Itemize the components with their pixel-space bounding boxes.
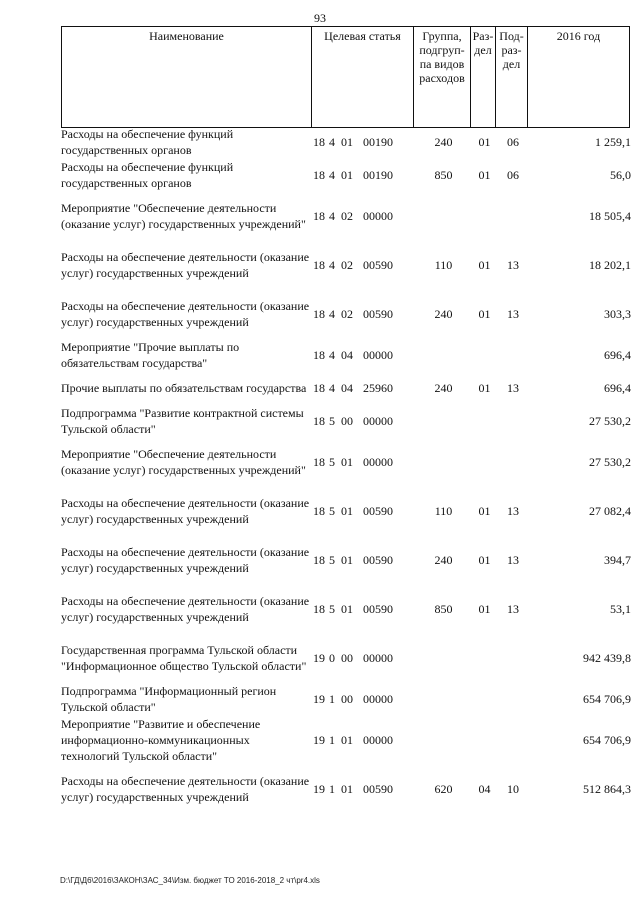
row-amount: 696,4 [604, 347, 631, 362]
target-article-part: 18 [313, 413, 325, 428]
target-article-part: 1 [329, 781, 335, 796]
row-expense-group: 110 [434, 257, 453, 272]
target-article-part: 18 [313, 306, 325, 321]
table-row [61, 764, 631, 813]
header-target-article: Целевая статья [312, 27, 414, 128]
target-article-part: 00590 [363, 257, 393, 272]
table-header [61, 26, 630, 128]
target-article-part: 00000 [363, 347, 393, 362]
table-row [61, 240, 631, 289]
target-article-part: 5 [329, 601, 335, 616]
target-article-part: 01 [341, 601, 353, 616]
row-amount: 1 259,1 [595, 134, 631, 149]
row-subsection: 13 [507, 601, 519, 616]
row-subsection: 13 [507, 380, 519, 395]
row-target-article [311, 380, 415, 396]
target-article-part: 1 [329, 732, 335, 747]
row-section: 01 [478, 134, 491, 149]
row-target-article [311, 208, 415, 224]
target-article-part: 02 [341, 257, 353, 272]
table-row [61, 584, 631, 633]
target-article-part: 04 [341, 380, 353, 395]
target-article-part: 01 [341, 454, 353, 469]
header-name: Наименование [62, 27, 312, 128]
target-article-part: 00000 [363, 454, 393, 469]
row-target-article [311, 306, 415, 322]
target-article-part: 18 [313, 601, 325, 616]
row-expense-group: 620 [434, 781, 453, 796]
target-article-part: 19 [313, 691, 325, 706]
row-target-article [311, 413, 415, 429]
table-row [61, 371, 631, 404]
target-article-part: 01 [341, 134, 353, 149]
footer-file-path: D:\ГД\Д6\2016\ЗАКОН\ЗАС_34\Изм. бюджет ТО 2016-2018_2 чт\pr4.xls [60, 876, 320, 885]
row-section: 04 [478, 781, 491, 796]
header-section: Раз-дел [471, 27, 496, 128]
target-article-part: 02 [341, 208, 353, 223]
table-row [61, 191, 631, 240]
target-article-part: 00000 [363, 208, 393, 223]
target-article-part: 18 [313, 134, 325, 149]
row-name: Прочие выплаты по обязательствам государства [61, 380, 307, 395]
row-name: Расходы на обеспечение деятельности (оказание услуг) государственных учреждений [61, 544, 310, 575]
target-article-part: 02 [341, 306, 353, 321]
header-expense-group: Группа, подгруп-па видов расходов [414, 27, 471, 128]
row-target-article [311, 552, 415, 568]
target-article-part: 18 [313, 167, 325, 182]
row-target-article [311, 781, 415, 797]
row-name: Расходы на обеспечение функций государственных органов [61, 126, 234, 157]
row-target-article [311, 257, 415, 273]
target-article-part: 0 [329, 650, 335, 665]
row-amount: 18 202,1 [589, 257, 631, 272]
row-name: Расходы на обеспечение деятельности (оказание услуг) государственных учреждений [61, 773, 310, 804]
row-section: 01 [478, 380, 491, 395]
row-subsection: 06 [507, 134, 519, 149]
target-article-part: 00590 [363, 552, 393, 567]
row-name: Расходы на обеспечение деятельности (оказание услуг) государственных учреждений [61, 495, 310, 526]
row-section: 01 [478, 552, 491, 567]
target-article-part: 00 [341, 413, 353, 428]
row-section: 01 [478, 167, 491, 182]
target-article-part: 19 [313, 781, 325, 796]
row-amount: 27 530,2 [589, 413, 631, 428]
row-target-article [311, 454, 415, 470]
header-subsection: Под-раз-дел [496, 27, 528, 128]
target-article-part: 00590 [363, 601, 393, 616]
target-article-part: 00 [341, 650, 353, 665]
target-article-part: 01 [341, 781, 353, 796]
row-subsection: 13 [507, 552, 519, 567]
row-amount: 53,1 [610, 601, 631, 616]
target-article-part: 4 [329, 257, 335, 272]
target-article-part: 5 [329, 552, 335, 567]
header-year: 2016 год [528, 27, 630, 128]
row-subsection: 06 [507, 167, 519, 182]
table-row [61, 125, 631, 158]
target-article-part: 4 [329, 167, 335, 182]
row-name: Расходы на обеспечение деятельности (оказание услуг) государственных учреждений [61, 298, 310, 329]
row-name: Мероприятие "Обеспечение деятельности (оказание услуг) государственных учреждений" [61, 200, 306, 231]
row-name: Мероприятие "Обеспечение деятельности (оказание услуг) государственных учреждений" [61, 446, 306, 477]
row-target-article [311, 732, 415, 748]
target-article-part: 18 [313, 552, 325, 567]
row-expense-group: 110 [434, 503, 453, 518]
target-article-part: 00 [341, 691, 353, 706]
target-article-part: 00190 [363, 167, 393, 182]
table-row [61, 338, 631, 371]
row-amount: 56,0 [610, 167, 631, 182]
row-expense-group: 850 [434, 601, 453, 616]
row-name: Мероприятие "Прочие выплаты по обязательствам государства" [61, 339, 240, 370]
row-target-article [311, 167, 415, 183]
target-article-part: 18 [313, 347, 325, 362]
row-expense-group: 240 [434, 552, 453, 567]
target-article-part: 4 [329, 306, 335, 321]
row-expense-group: 850 [434, 167, 453, 182]
row-section: 01 [478, 306, 491, 321]
row-amount: 27 082,4 [589, 503, 631, 518]
target-article-part: 04 [341, 347, 353, 362]
table-row [61, 682, 631, 715]
row-expense-group: 240 [434, 380, 453, 395]
target-article-part: 19 [313, 650, 325, 665]
target-article-part: 1 [329, 691, 335, 706]
row-subsection: 13 [507, 306, 519, 321]
row-target-article [311, 134, 415, 150]
target-article-part: 00590 [363, 306, 393, 321]
row-expense-group: 240 [434, 134, 453, 149]
row-name: Расходы на обеспечение деятельности (оказание услуг) государственных учреждений [61, 593, 310, 624]
row-subsection: 10 [507, 781, 519, 796]
target-article-part: 00590 [363, 503, 393, 518]
target-article-part: 00000 [363, 650, 393, 665]
row-target-article [311, 650, 415, 666]
target-article-part: 18 [313, 208, 325, 223]
row-section: 01 [478, 257, 491, 272]
row-expense-group: 240 [434, 306, 453, 321]
target-article-part: 5 [329, 413, 335, 428]
target-article-part: 4 [329, 208, 335, 223]
row-amount: 942 439,8 [583, 650, 631, 665]
target-article-part: 5 [329, 503, 335, 518]
row-subsection: 13 [507, 503, 519, 518]
table-row [61, 715, 631, 764]
target-article-part: 01 [341, 503, 353, 518]
target-article-part: 18 [313, 454, 325, 469]
row-amount: 512 864,3 [583, 781, 631, 796]
target-article-part: 00190 [363, 134, 393, 149]
target-article-part: 00000 [363, 732, 393, 747]
row-amount: 654 706,9 [583, 732, 631, 747]
table-row [61, 404, 631, 437]
target-article-part: 18 [313, 380, 325, 395]
table-row [61, 535, 631, 584]
target-article-part: 25960 [363, 380, 393, 395]
target-article-part: 4 [329, 134, 335, 149]
budget-rows [61, 125, 631, 813]
row-name: Расходы на обеспечение деятельности (оказание услуг) государственных учреждений [61, 249, 310, 280]
row-name: Подпрограмма "Развитие контрактной системы Тульской области" [61, 405, 304, 436]
target-article-part: 01 [341, 552, 353, 567]
target-article-part: 00000 [363, 691, 393, 706]
table-row [61, 437, 631, 486]
row-target-article [311, 347, 415, 363]
target-article-part: 01 [341, 167, 353, 182]
row-section: 01 [478, 601, 491, 616]
row-target-article [311, 691, 415, 707]
row-amount: 696,4 [604, 380, 631, 395]
row-name: Мероприятие "Развитие и обеспечение информационно-коммуникационных технологий Тульской области" [61, 716, 261, 763]
target-article-part: 18 [313, 503, 325, 518]
target-article-part: 19 [313, 732, 325, 747]
table-row [61, 158, 631, 191]
row-name: Расходы на обеспечение функций государственных органов [61, 159, 234, 190]
target-article-part: 01 [341, 732, 353, 747]
target-article-part: 5 [329, 454, 335, 469]
row-amount: 654 706,9 [583, 691, 631, 706]
row-name: Подпрограмма "Информационный регион Тульской области" [61, 683, 277, 714]
page-number: 93 [314, 11, 326, 25]
row-amount: 27 530,2 [589, 454, 631, 469]
target-article-part: 4 [329, 347, 335, 362]
row-amount: 303,3 [604, 306, 631, 321]
row-amount: 394,7 [604, 552, 631, 567]
row-name: Государственная программа Тульской области "Информационное общество Тульской области" [61, 642, 307, 673]
row-subsection: 13 [507, 257, 519, 272]
table-row [61, 486, 631, 535]
row-target-article [311, 503, 415, 519]
row-amount: 18 505,4 [589, 208, 631, 223]
row-section: 01 [478, 503, 491, 518]
table-row [61, 289, 631, 338]
target-article-part: 18 [313, 257, 325, 272]
table-row [61, 633, 631, 682]
target-article-part: 00000 [363, 413, 393, 428]
row-target-article [311, 601, 415, 617]
target-article-part: 4 [329, 380, 335, 395]
target-article-part: 00590 [363, 781, 393, 796]
